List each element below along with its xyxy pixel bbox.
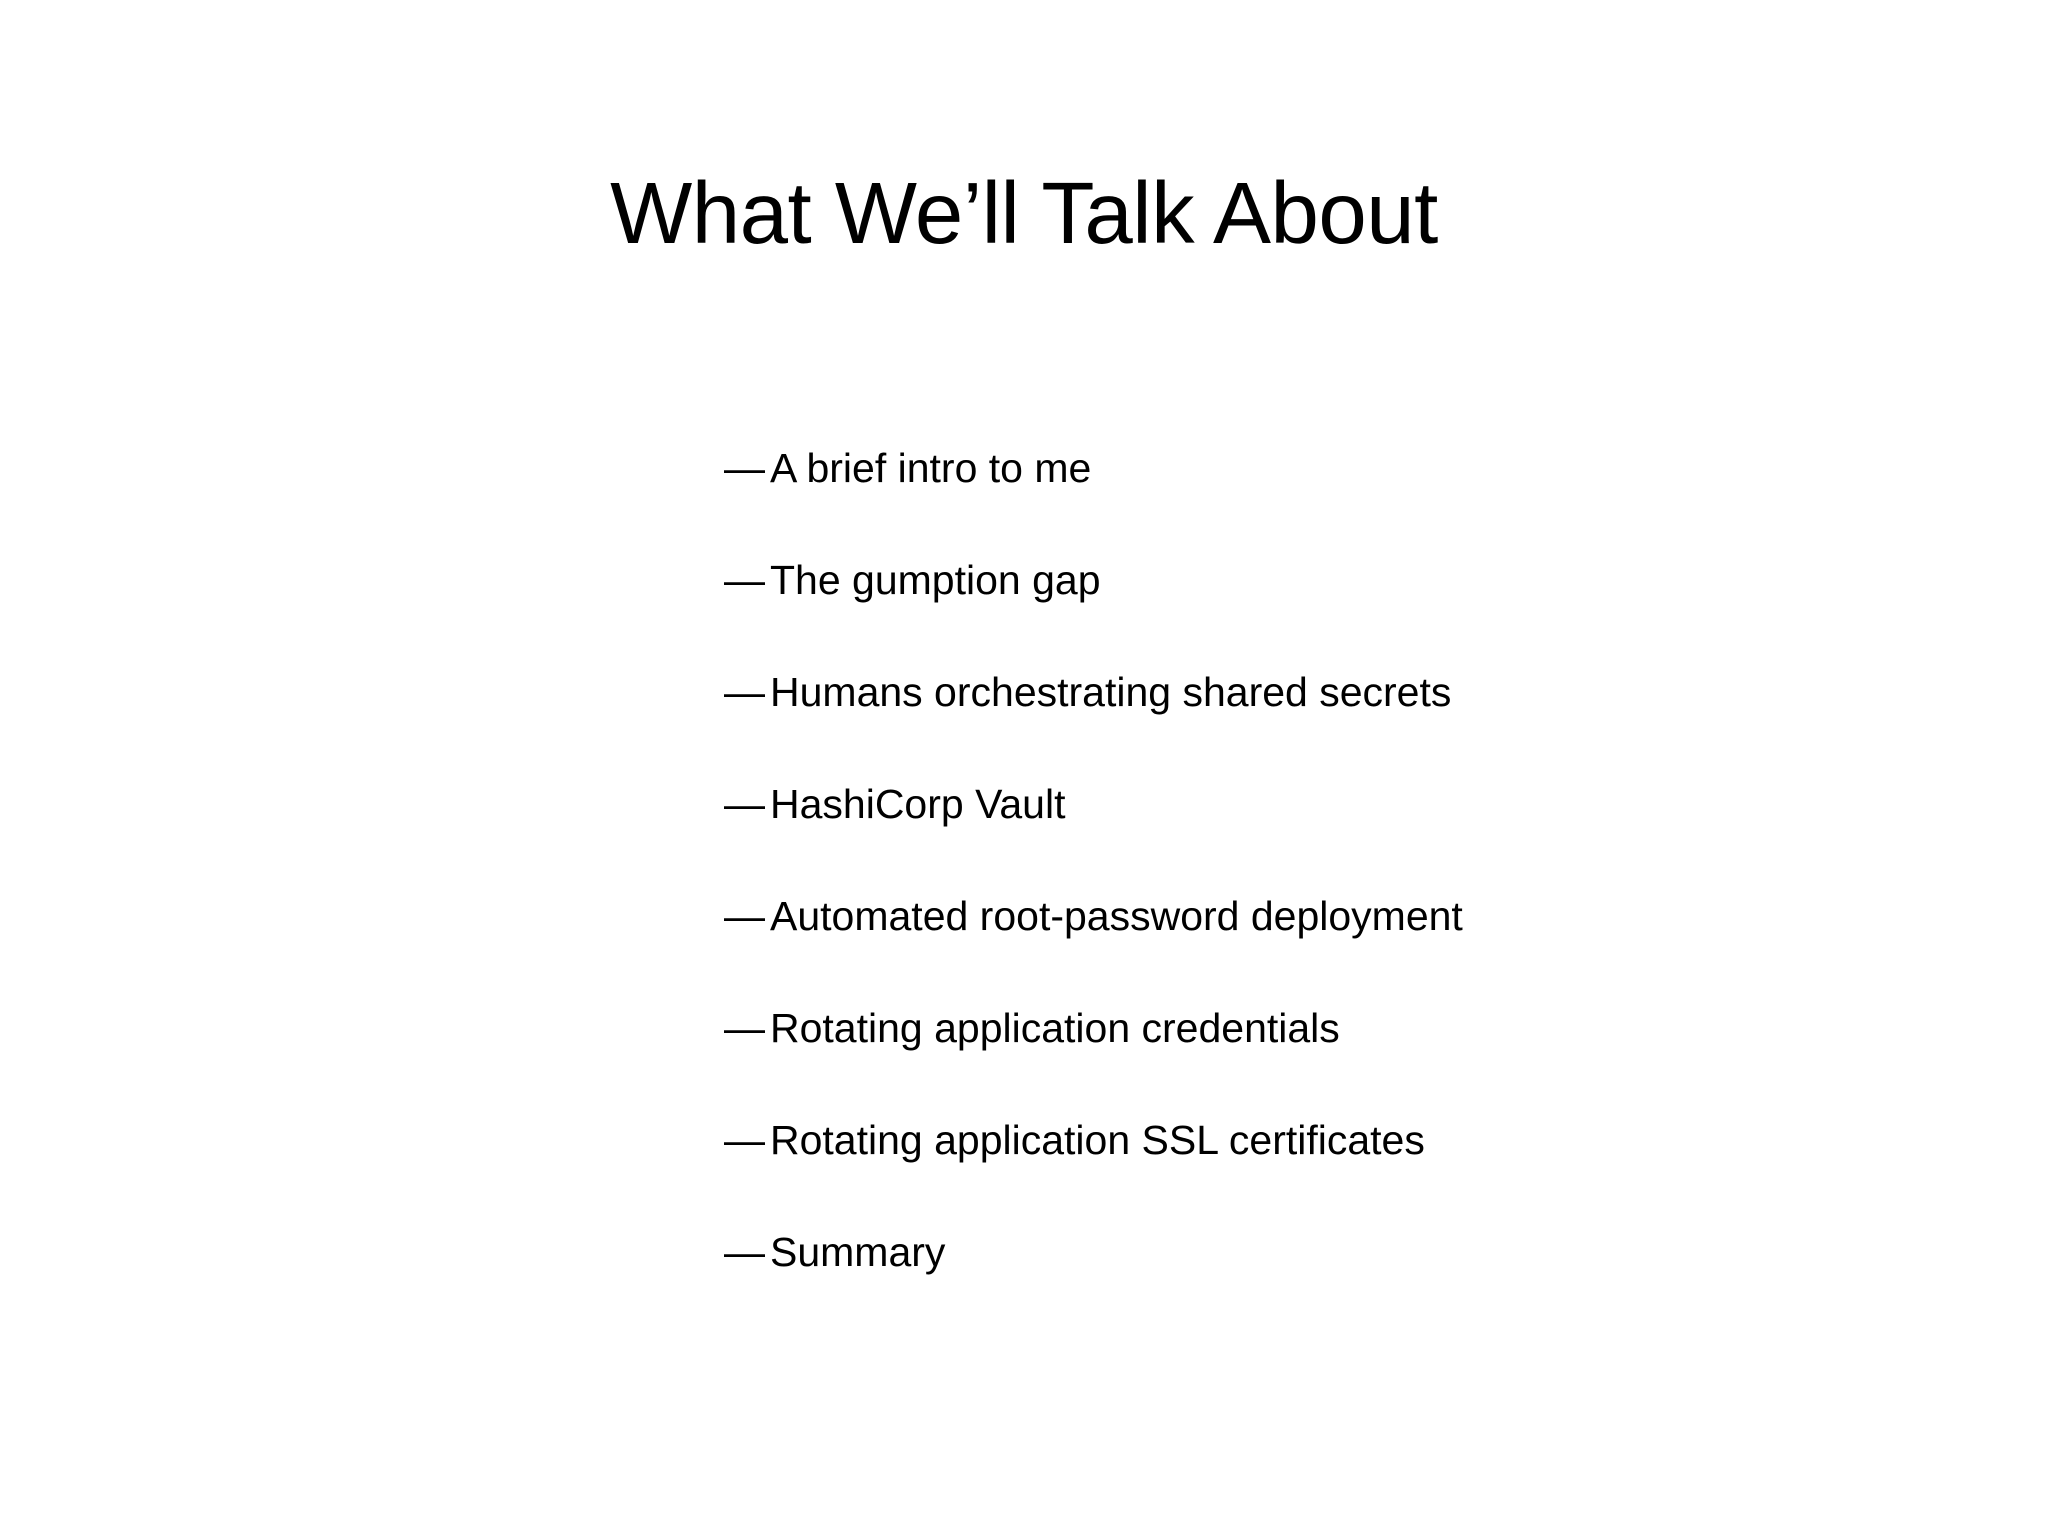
- agenda-item: [724, 636, 1463, 748]
- bullet-dash: —: [724, 445, 765, 491]
- bullet-dash: —: [724, 781, 765, 827]
- bullet-dash: —: [724, 1117, 765, 1163]
- bullet-dash: —: [724, 1229, 765, 1275]
- agenda-item-label: Rotating application credentials: [770, 1005, 1340, 1051]
- agenda-item: [724, 412, 1463, 524]
- agenda-list: [724, 412, 1463, 1308]
- agenda-item-label: Rotating application SSL certificates: [770, 1117, 1425, 1163]
- bullet-dash: —: [724, 1005, 765, 1051]
- bullet-dash: —: [724, 893, 765, 939]
- bullet-dash: —: [724, 557, 765, 603]
- agenda-item: [724, 972, 1463, 1084]
- bullet-dash: —: [724, 669, 765, 715]
- agenda-item: [724, 860, 1463, 972]
- agenda-item-label: HashiCorp Vault: [770, 781, 1066, 827]
- agenda-item-label: A brief intro to me: [770, 445, 1092, 491]
- agenda-item-label: The gumption gap: [770, 557, 1101, 603]
- slide-title: What We’ll Talk About: [610, 165, 1438, 262]
- agenda-item-label: Automated root-password deployment: [770, 893, 1463, 939]
- agenda-item: [724, 748, 1463, 860]
- agenda-item: [724, 1196, 1463, 1308]
- agenda-item-label: Humans orchestrating shared secrets: [770, 669, 1452, 715]
- agenda-item: [724, 1084, 1463, 1196]
- agenda-item: [724, 524, 1463, 636]
- agenda-item-label: Summary: [770, 1229, 946, 1275]
